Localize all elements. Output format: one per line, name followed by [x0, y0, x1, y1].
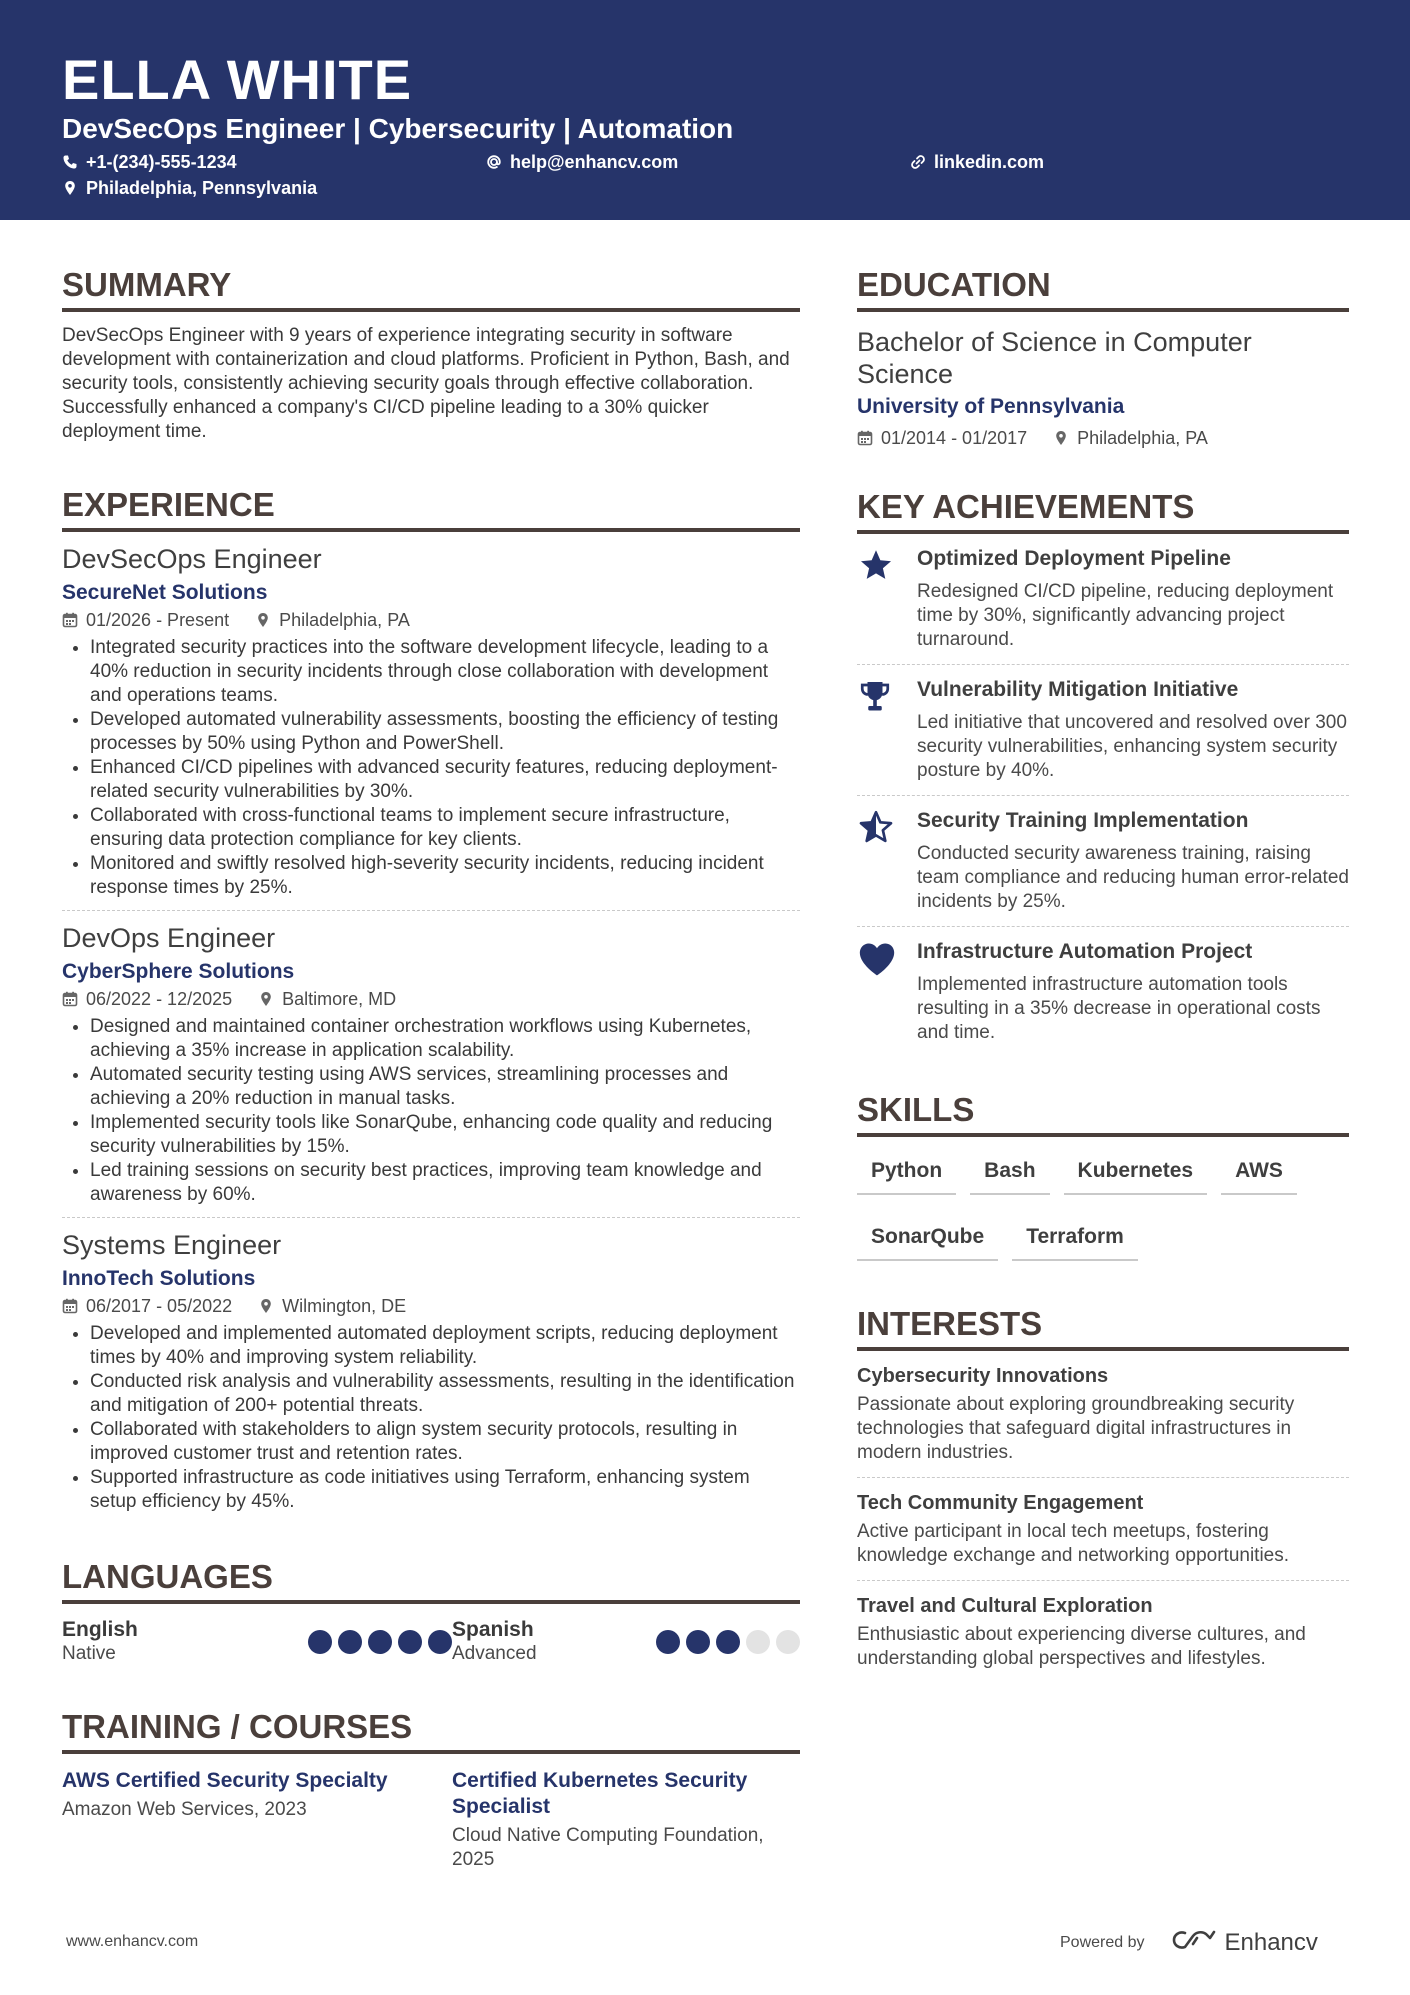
interest-item	[857, 1581, 1349, 1683]
job-dates: 01/2026 - Present	[86, 610, 230, 630]
resume-header	[0, 0, 1410, 220]
link-icon	[910, 154, 926, 170]
job-bullet: • Developed automated vulnerability assessments, boosting the efficiency of testing processes by 50% using Python and PowerShell.	[90, 708, 800, 756]
achievement-item	[857, 665, 1349, 796]
footer-website[interactable]: www.enhancv.com	[66, 1933, 199, 1950]
job-bullet: • Conducted risk analysis and vulnerability assessments, resulting in the identification and mitigation of 200+ potential threats.	[90, 1370, 800, 1418]
course-source: Cloud Native Computing Foundation, 2025	[452, 1825, 764, 1870]
education-meta	[857, 426, 1349, 450]
left-column	[62, 262, 800, 1910]
job-title: Systems Engineer	[62, 1230, 282, 1260]
rating-dot-filled	[428, 1630, 452, 1654]
achievements-section	[857, 484, 1349, 1057]
experience-heading: EXPERIENCE	[62, 482, 800, 532]
job-bullet: • Monitored and swiftly resolved high-severity security incidents, reducing incident response times by 25%.	[90, 852, 800, 900]
at-icon	[486, 154, 502, 170]
candidate-title: DevSecOps Engineer | Cybersecurity | Automation	[62, 113, 734, 144]
experience-section	[62, 482, 800, 1524]
right-column	[857, 262, 1349, 1721]
rating-dot-filled	[398, 1630, 422, 1654]
skills-heading: SKILLS	[857, 1087, 1349, 1137]
rating-dot-empty	[746, 1630, 770, 1654]
job-bullets	[62, 1015, 800, 1207]
email-text: help@enhancv.com	[510, 152, 679, 172]
interest-item	[857, 1351, 1349, 1478]
language-name: Spanish	[452, 1618, 534, 1641]
education-section	[857, 262, 1349, 450]
contact-linkedin[interactable]	[910, 151, 1044, 173]
candidate-name: ELLA WHITE	[62, 48, 413, 111]
enhancv-logo-icon	[1171, 1928, 1217, 1957]
course-source: Amazon Web Services, 2023	[62, 1799, 307, 1820]
location-pin-icon	[255, 612, 271, 628]
job-meta	[62, 987, 800, 1011]
achievement-item	[857, 927, 1349, 1057]
half-star-icon	[857, 810, 895, 914]
location-pin-icon	[258, 1298, 274, 1314]
job-meta	[62, 608, 800, 632]
achievement-title: Vulnerability Mitigation Initiative	[917, 678, 1239, 701]
course-title: AWS Certified Security Specialty	[62, 1769, 388, 1792]
job-bullets	[62, 636, 800, 900]
job-bullet: • Collaborated with stakeholders to align system security protocols, resulting in improved customer trust and retention rates.	[90, 1418, 800, 1466]
contact-location	[62, 177, 317, 199]
skill-tag: Python	[857, 1151, 956, 1195]
languages-section	[62, 1554, 800, 1666]
phone-text: +1-(234)-555-1234	[86, 152, 237, 172]
skills-section	[857, 1087, 1349, 1283]
calendar-icon	[857, 430, 873, 446]
job-title: DevSecOps Engineer	[62, 544, 322, 574]
job-bullet: • Integrated security practices into the software development lifecycle, leading to a 40% reduction in security incidents through close collaboration with development and operations teams.	[90, 636, 800, 708]
job-bullet: • Led training sessions on security best practices, improving team knowledge and awareness by 60%.	[90, 1159, 800, 1207]
achievement-desc: Conducted security awareness training, raising team compliance and reducing human error-related incidents by 25%.	[917, 843, 1349, 912]
interest-desc: Active participant in local tech meetups, fostering knowledge exchange and networking opportunities.	[857, 1521, 1290, 1566]
location-pin-icon	[258, 991, 274, 1007]
achievements-heading: KEY ACHIEVEMENTS	[857, 484, 1349, 534]
language-item	[452, 1618, 800, 1666]
heart-icon	[857, 941, 897, 1045]
rating-dot-empty	[776, 1630, 800, 1654]
location-text: Philadelphia, Pennsylvania	[86, 178, 318, 198]
interests-section	[857, 1301, 1349, 1683]
languages-heading: LANGUAGES	[62, 1554, 800, 1604]
achievement-title: Optimized Deployment Pipeline	[917, 547, 1231, 570]
skill-tag: Bash	[970, 1151, 1049, 1195]
interest-desc: Passionate about exploring groundbreaking security technologies that safeguard digital infrastructures in modern industries.	[857, 1394, 1295, 1463]
interest-title: Tech Community Engagement	[857, 1492, 1144, 1514]
calendar-icon	[62, 1298, 78, 1314]
education-school: University of Pennsylvania	[857, 395, 1125, 418]
job-dates: 06/2022 - 12/2025	[86, 989, 233, 1009]
job-bullets	[62, 1322, 800, 1514]
job-bullet: • Developed and implemented automated deployment scripts, reducing deployment times by 40% and improving system reliability.	[90, 1322, 800, 1370]
job-entry	[62, 532, 800, 911]
job-entry	[62, 1218, 800, 1524]
course-item	[62, 1768, 452, 1872]
job-location: Philadelphia, PA	[279, 610, 410, 630]
job-bullet: • Implemented security tools like SonarQube, enhancing code quality and reducing security vulnerabilities by 15%.	[90, 1111, 800, 1159]
rating-dot-filled	[338, 1630, 362, 1654]
course-title: Certified Kubernetes Security Specialist	[452, 1769, 748, 1818]
location-pin-icon	[62, 180, 78, 196]
training-section	[62, 1704, 800, 1872]
rating-dot-filled	[656, 1630, 680, 1654]
education-degree: Bachelor of Science in Computer Science	[857, 327, 1252, 389]
achievement-desc: Implemented infrastructure automation tools resulting in a 35% decrease in operational costs and time.	[917, 974, 1321, 1043]
achievement-item	[857, 796, 1349, 927]
language-level: Native	[62, 1643, 116, 1664]
skill-tag: Terraform	[1012, 1217, 1138, 1261]
rating-dot-filled	[308, 1630, 332, 1654]
brand-name: Enhancv	[1224, 1928, 1318, 1956]
achievement-desc: Redesigned CI/CD pipeline, reducing deployment time by 30%, significantly advancing project turnaround.	[917, 581, 1334, 650]
job-bullet: • Supported infrastructure as code initiatives using Terraform, enhancing system setup efficiency by 45%.	[90, 1466, 800, 1514]
achievement-title: Security Training Implementation	[917, 809, 1249, 832]
language-rating	[650, 1630, 800, 1654]
job-bullet: • Collaborated with cross-functional teams to implement secure infrastructure, ensuring data protection compliance for key clients.	[90, 804, 800, 852]
interest-item	[857, 1478, 1349, 1581]
skill-tag: AWS	[1221, 1151, 1297, 1195]
job-company: InnoTech Solutions	[62, 1267, 256, 1290]
job-meta	[62, 1294, 800, 1318]
language-rating	[302, 1630, 452, 1654]
linkedin-text: linkedin.com	[934, 152, 1045, 172]
training-heading: TRAINING / COURSES	[62, 1704, 800, 1754]
rating-dot-filled	[368, 1630, 392, 1654]
calendar-icon	[62, 991, 78, 1007]
interest-desc: Enthusiastic about experiencing diverse cultures, and understanding global perspectives and lifestyles.	[857, 1624, 1306, 1669]
job-company: CyberSphere Solutions	[62, 960, 295, 983]
job-bullet: • Automated security testing using AWS services, streamlining processes and achieving a 20% reduction in manual tasks.	[90, 1063, 800, 1111]
job-title: DevOps Engineer	[62, 923, 276, 953]
language-level: Advanced	[452, 1643, 537, 1664]
achievement-title: Infrastructure Automation Project	[917, 940, 1253, 963]
interest-title: Travel and Cultural Exploration	[857, 1595, 1153, 1617]
job-location: Baltimore, MD	[282, 989, 397, 1009]
achievement-desc: Led initiative that uncovered and resolved over 300 security vulnerabilities, enhancing system security posture by 40%.	[917, 712, 1347, 781]
summary-heading: SUMMARY	[62, 262, 800, 312]
powered-by-label: Powered by	[1060, 1933, 1145, 1951]
skill-tag: Kubernetes	[1064, 1151, 1208, 1195]
education-location: Philadelphia, PA	[1077, 428, 1208, 448]
location-pin-icon	[1053, 430, 1069, 446]
education-heading: EDUCATION	[857, 262, 1349, 312]
rating-dot-filled	[716, 1630, 740, 1654]
contact-phone	[62, 151, 237, 173]
trophy-icon	[857, 679, 893, 783]
job-bullet: • Enhanced CI/CD pipelines with advanced security features, reducing deployment-related security vulnerabilities by 30%.	[90, 756, 800, 804]
course-item	[452, 1768, 800, 1872]
skill-tag: SonarQube	[857, 1217, 998, 1261]
language-name: English	[62, 1618, 138, 1641]
footer-branding	[1060, 1928, 1318, 1957]
achievement-item	[857, 534, 1349, 665]
job-entry	[62, 911, 800, 1218]
phone-icon	[62, 154, 78, 170]
interests-heading: INTERESTS	[857, 1301, 1349, 1351]
contact-email[interactable]	[486, 151, 678, 173]
job-dates: 06/2017 - 05/2022	[86, 1296, 233, 1316]
education-dates: 01/2014 - 01/2017	[881, 428, 1028, 448]
rating-dot-filled	[686, 1630, 710, 1654]
job-location: Wilmington, DE	[282, 1296, 407, 1316]
summary-section	[62, 262, 800, 444]
star-icon	[857, 548, 895, 652]
interest-title: Cybersecurity Innovations	[857, 1365, 1109, 1387]
calendar-icon	[62, 612, 78, 628]
summary-text: DevSecOps Engineer with 9 years of experience integrating security in software development with containerization and cloud platforms. Proficient in Python, Bash, and security tools, consistently achieving security goals through effective collaboration. Successfully enhanced a company's CI/CD pipeline leading to a 30% quicker deployment time.	[62, 325, 790, 442]
job-bullet: • Designed and maintained container orchestration workflows using Kubernetes, achieving a 35% increase in application scalability.	[90, 1015, 800, 1063]
job-company: SecureNet Solutions	[62, 581, 268, 604]
language-item	[62, 1618, 452, 1666]
